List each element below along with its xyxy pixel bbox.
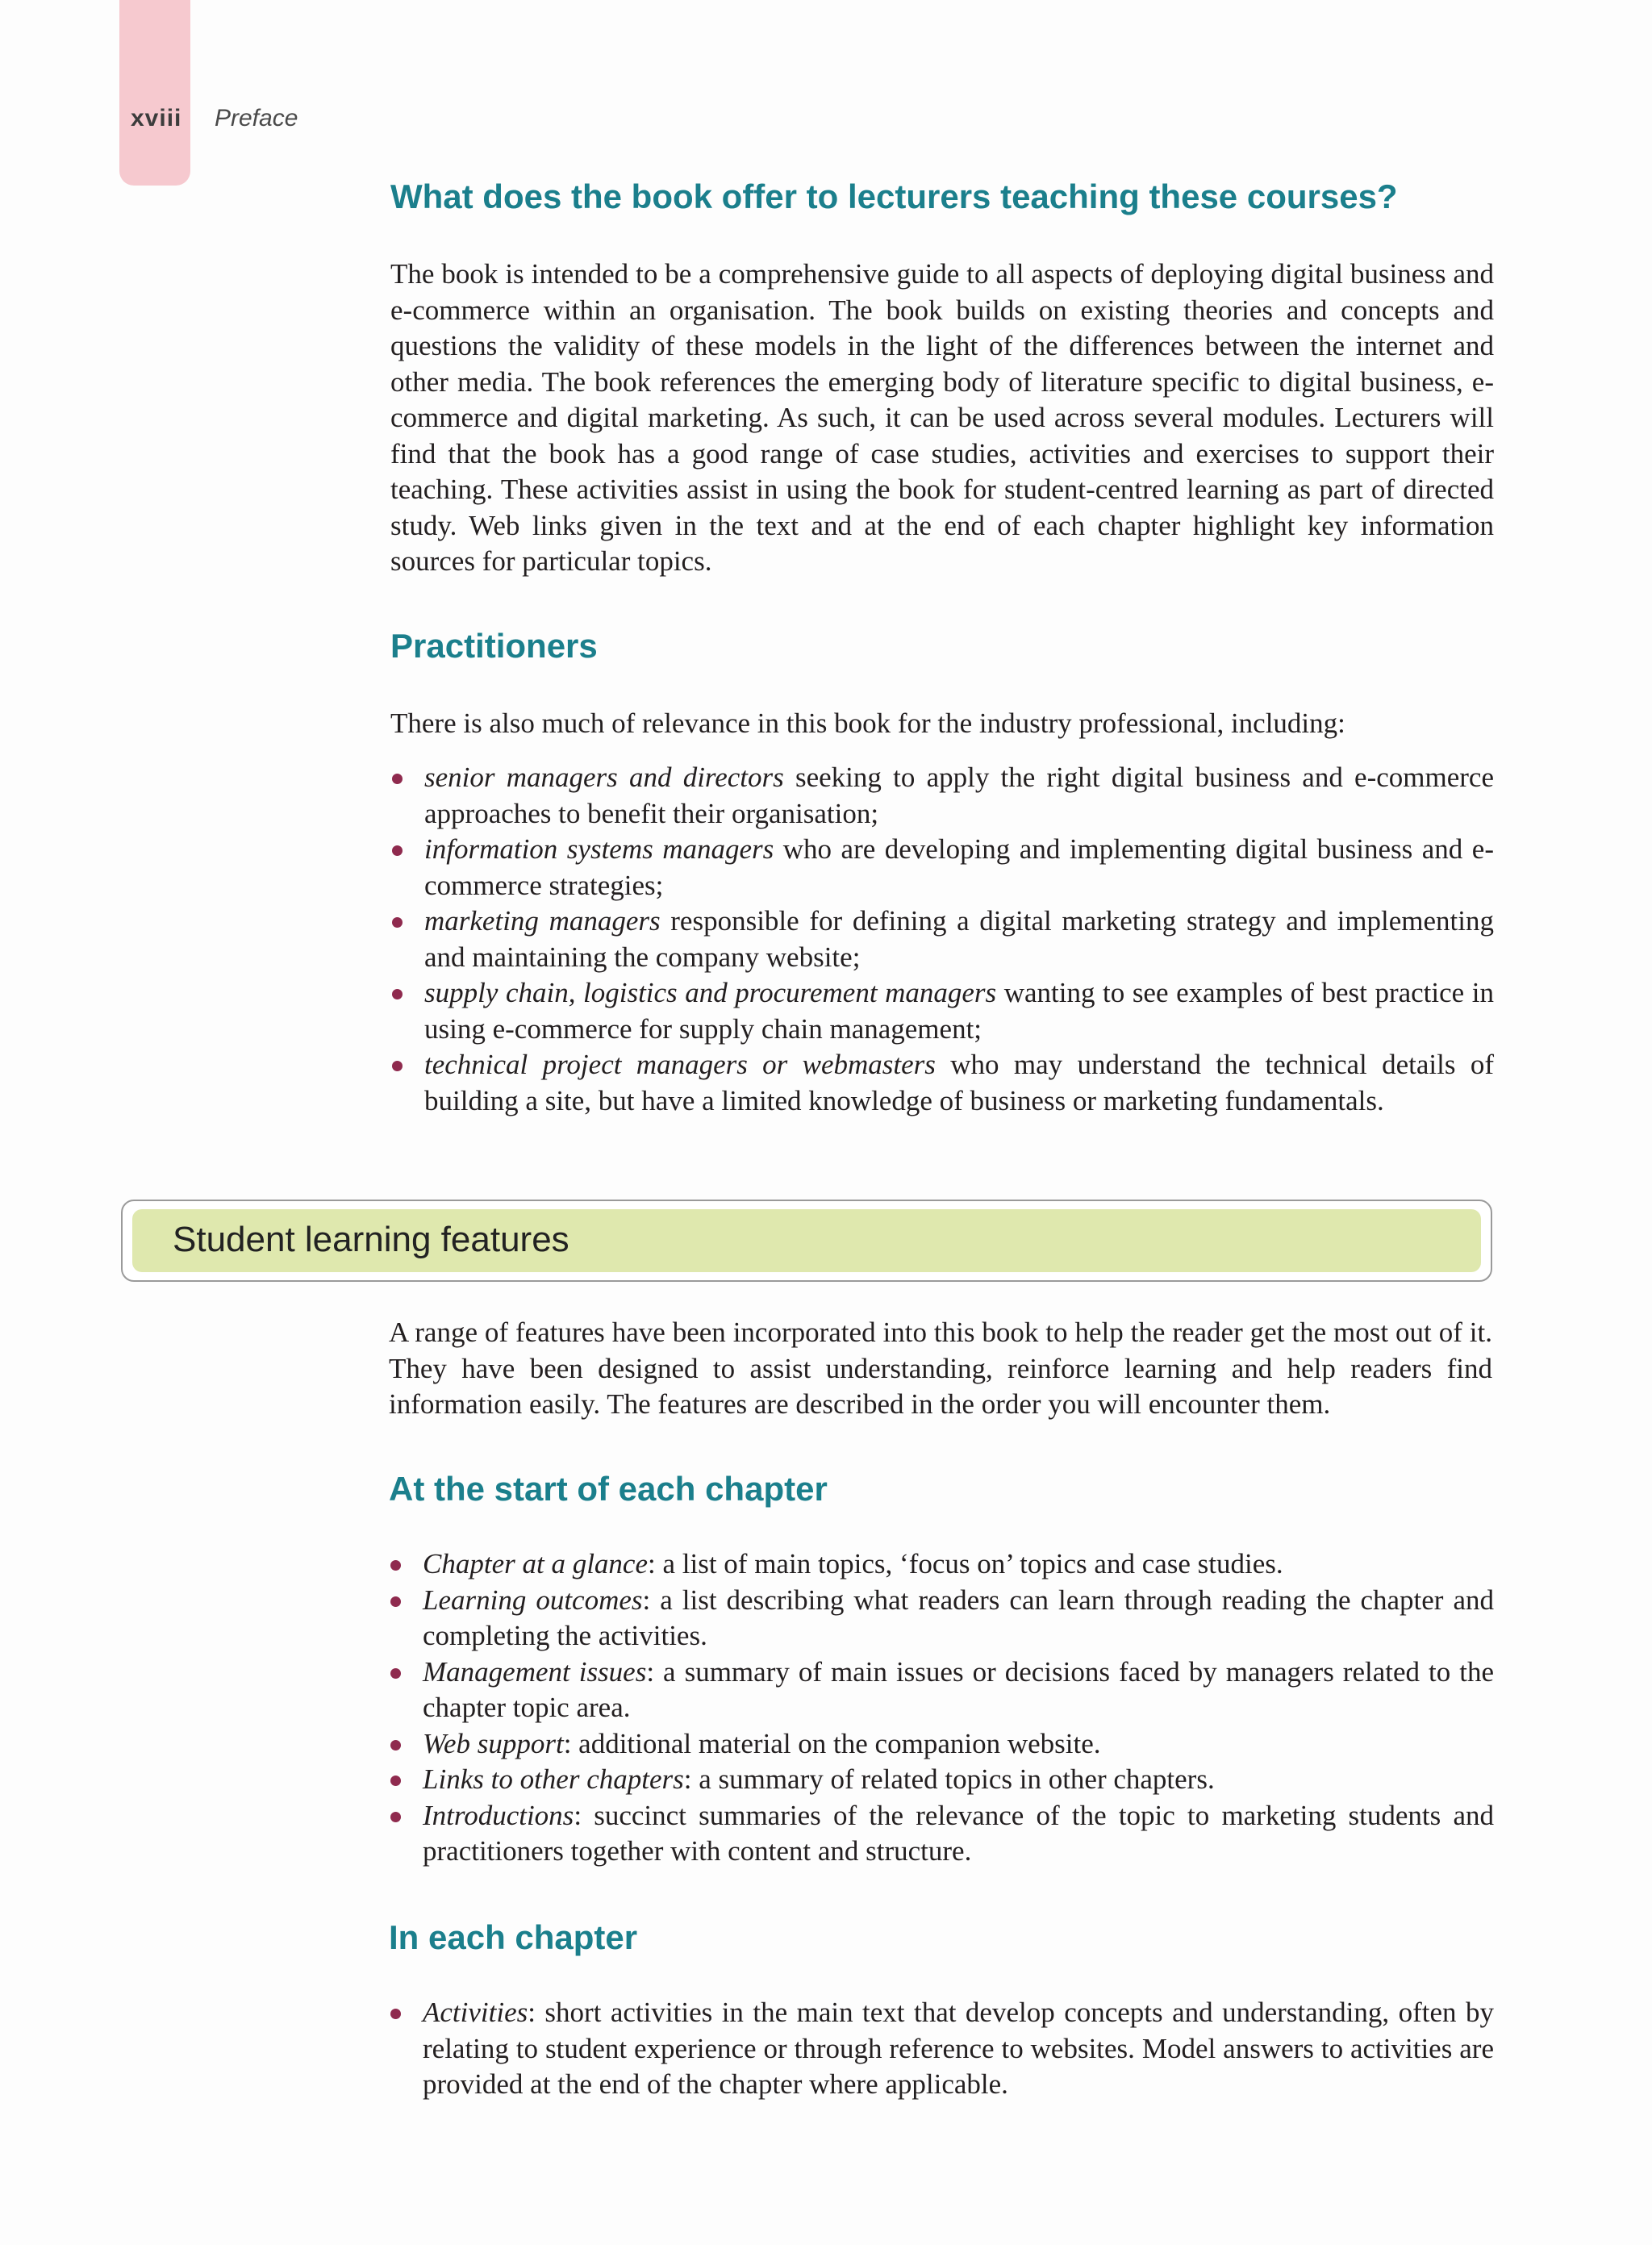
list-item-term: senior managers and directors — [424, 762, 784, 793]
bullet-icon — [392, 1061, 403, 1071]
practitioners-heading: Practitioners — [390, 627, 598, 665]
list-item-text: : a summary of main issues or decisions faced by managers related to the chapter topic area. — [423, 1655, 1494, 1723]
bullet-icon — [392, 917, 403, 928]
bullet-icon — [390, 1776, 401, 1786]
practitioners-list — [390, 760, 1494, 1119]
list-item-text: : additional material on the companion website. — [563, 1727, 1101, 1759]
list-item-term: supply chain, logistics and procurement managers — [424, 977, 997, 1008]
list-item-text: : a summary of related topics in other chapters. — [683, 1763, 1215, 1795]
lecturers-heading: What does the book offer to lecturers teaching these courses? — [390, 177, 1398, 215]
in-chapter-heading: In each chapter — [389, 1918, 638, 1956]
list-item-term: marketing managers — [424, 905, 661, 937]
list-item — [389, 1546, 1494, 1583]
list-item-text: responsible for defining a digital marketing strategy and implementing and maintaining the company website; — [424, 905, 1494, 973]
section-banner-bar — [132, 1209, 1481, 1272]
start-of-chapter-heading: At the start of each chapter — [389, 1470, 828, 1508]
list-item — [390, 903, 1494, 975]
bullet-icon — [390, 1560, 401, 1571]
page-number: xviii — [131, 105, 182, 131]
list-item — [389, 1762, 1494, 1798]
bullet-icon — [390, 1668, 401, 1679]
list-item-text: : a list describing what readers can learn through reading the chapter and completing the activities. — [423, 1584, 1494, 1651]
section-banner — [121, 1200, 1492, 1282]
list-item-term: Introductions — [423, 1799, 574, 1831]
list-item-text: seeking to apply the right digital business and e-commerce approaches to benefit their organisation; — [424, 762, 1494, 829]
page-tab-marker — [119, 0, 190, 186]
list-item-term: Links to other chapters — [423, 1763, 684, 1795]
list-item — [390, 760, 1494, 832]
bullet-icon — [390, 1812, 401, 1822]
bullet-icon — [390, 1740, 401, 1751]
list-item — [389, 1726, 1494, 1763]
list-item — [389, 1655, 1494, 1726]
list-item-term: Learning outcomes — [423, 1584, 643, 1616]
list-item-text: : succinct summaries of the relevance of the topic to marketing students and practitioners together with content and structure. — [423, 1799, 1494, 1867]
list-item — [390, 1047, 1494, 1119]
practitioners-intro: There is also much of relevance in this book for the industry professional, including: — [390, 707, 1345, 739]
bullet-icon — [390, 2009, 401, 2019]
bullet-icon — [390, 1596, 401, 1607]
start-of-chapter-list — [389, 1546, 1494, 1870]
list-item-text: who may understand the technical details of building a site, but have a limited knowledge of business or marketing fundamentals. — [424, 1049, 1494, 1116]
list-item-term: Activities — [423, 1997, 528, 2028]
lecturers-paragraph: The book is intended to be a comprehensive guide to all aspects of deploying digital business and e-commerce within an organisation. The book builds on existing theories and concepts and questions the validity of these models in the light of the differences between the internet and other media. The book references the emerging body of literature specific to digital business, e-commerce and digital marketing. As such, it can be used across several modules. Lecturers will find that the book has a good range of case studies, activities and exercises to support their teaching. These activities assist in using the book for student-centred learning as part of directed study. Web links given in the text and at the end of each chapter highlight key information sources for particular topics. — [390, 258, 1494, 577]
running-head: Preface — [215, 105, 298, 131]
bullet-icon — [392, 989, 403, 999]
list-item-term: Management issues — [423, 1655, 647, 1688]
list-item-text: who are developing and implementing digital business and e-commerce strategies; — [424, 833, 1494, 901]
bullet-icon — [392, 774, 403, 784]
list-item — [389, 1583, 1494, 1655]
list-item-term: Web support — [423, 1727, 564, 1759]
list-item-text: : short activities in the main text that develop concepts and understanding, often by relating to student experience or through reference to websites. Model answers to activities are provided at the end of the chapter where applicable. — [423, 1997, 1494, 2100]
list-item-text: wanting to see examples of best practice in using e-commerce for supply chain management; — [424, 977, 1494, 1045]
in-chapter-list — [389, 1995, 1494, 2103]
list-item-term: Chapter at a glance — [423, 1548, 648, 1579]
list-item — [389, 1995, 1494, 2103]
list-item-term: technical project managers or webmasters — [424, 1049, 936, 1080]
list-item-text: : a list of main topics, ‘focus on’ topics and case studies. — [648, 1548, 1283, 1579]
list-item — [389, 1798, 1494, 1870]
list-item-term: information systems managers — [424, 833, 774, 865]
student-features-paragraph: A range of features have been incorporated into this book to help the reader get the most out of it. They have been designed to assist understanding, reinforce learning and help readers find information easily. The features are described in the order you will encounter them. — [389, 1317, 1492, 1420]
bullet-icon — [392, 845, 403, 856]
list-item — [390, 975, 1494, 1047]
section-title: Student learning features — [173, 1220, 569, 1259]
list-item — [390, 832, 1494, 903]
